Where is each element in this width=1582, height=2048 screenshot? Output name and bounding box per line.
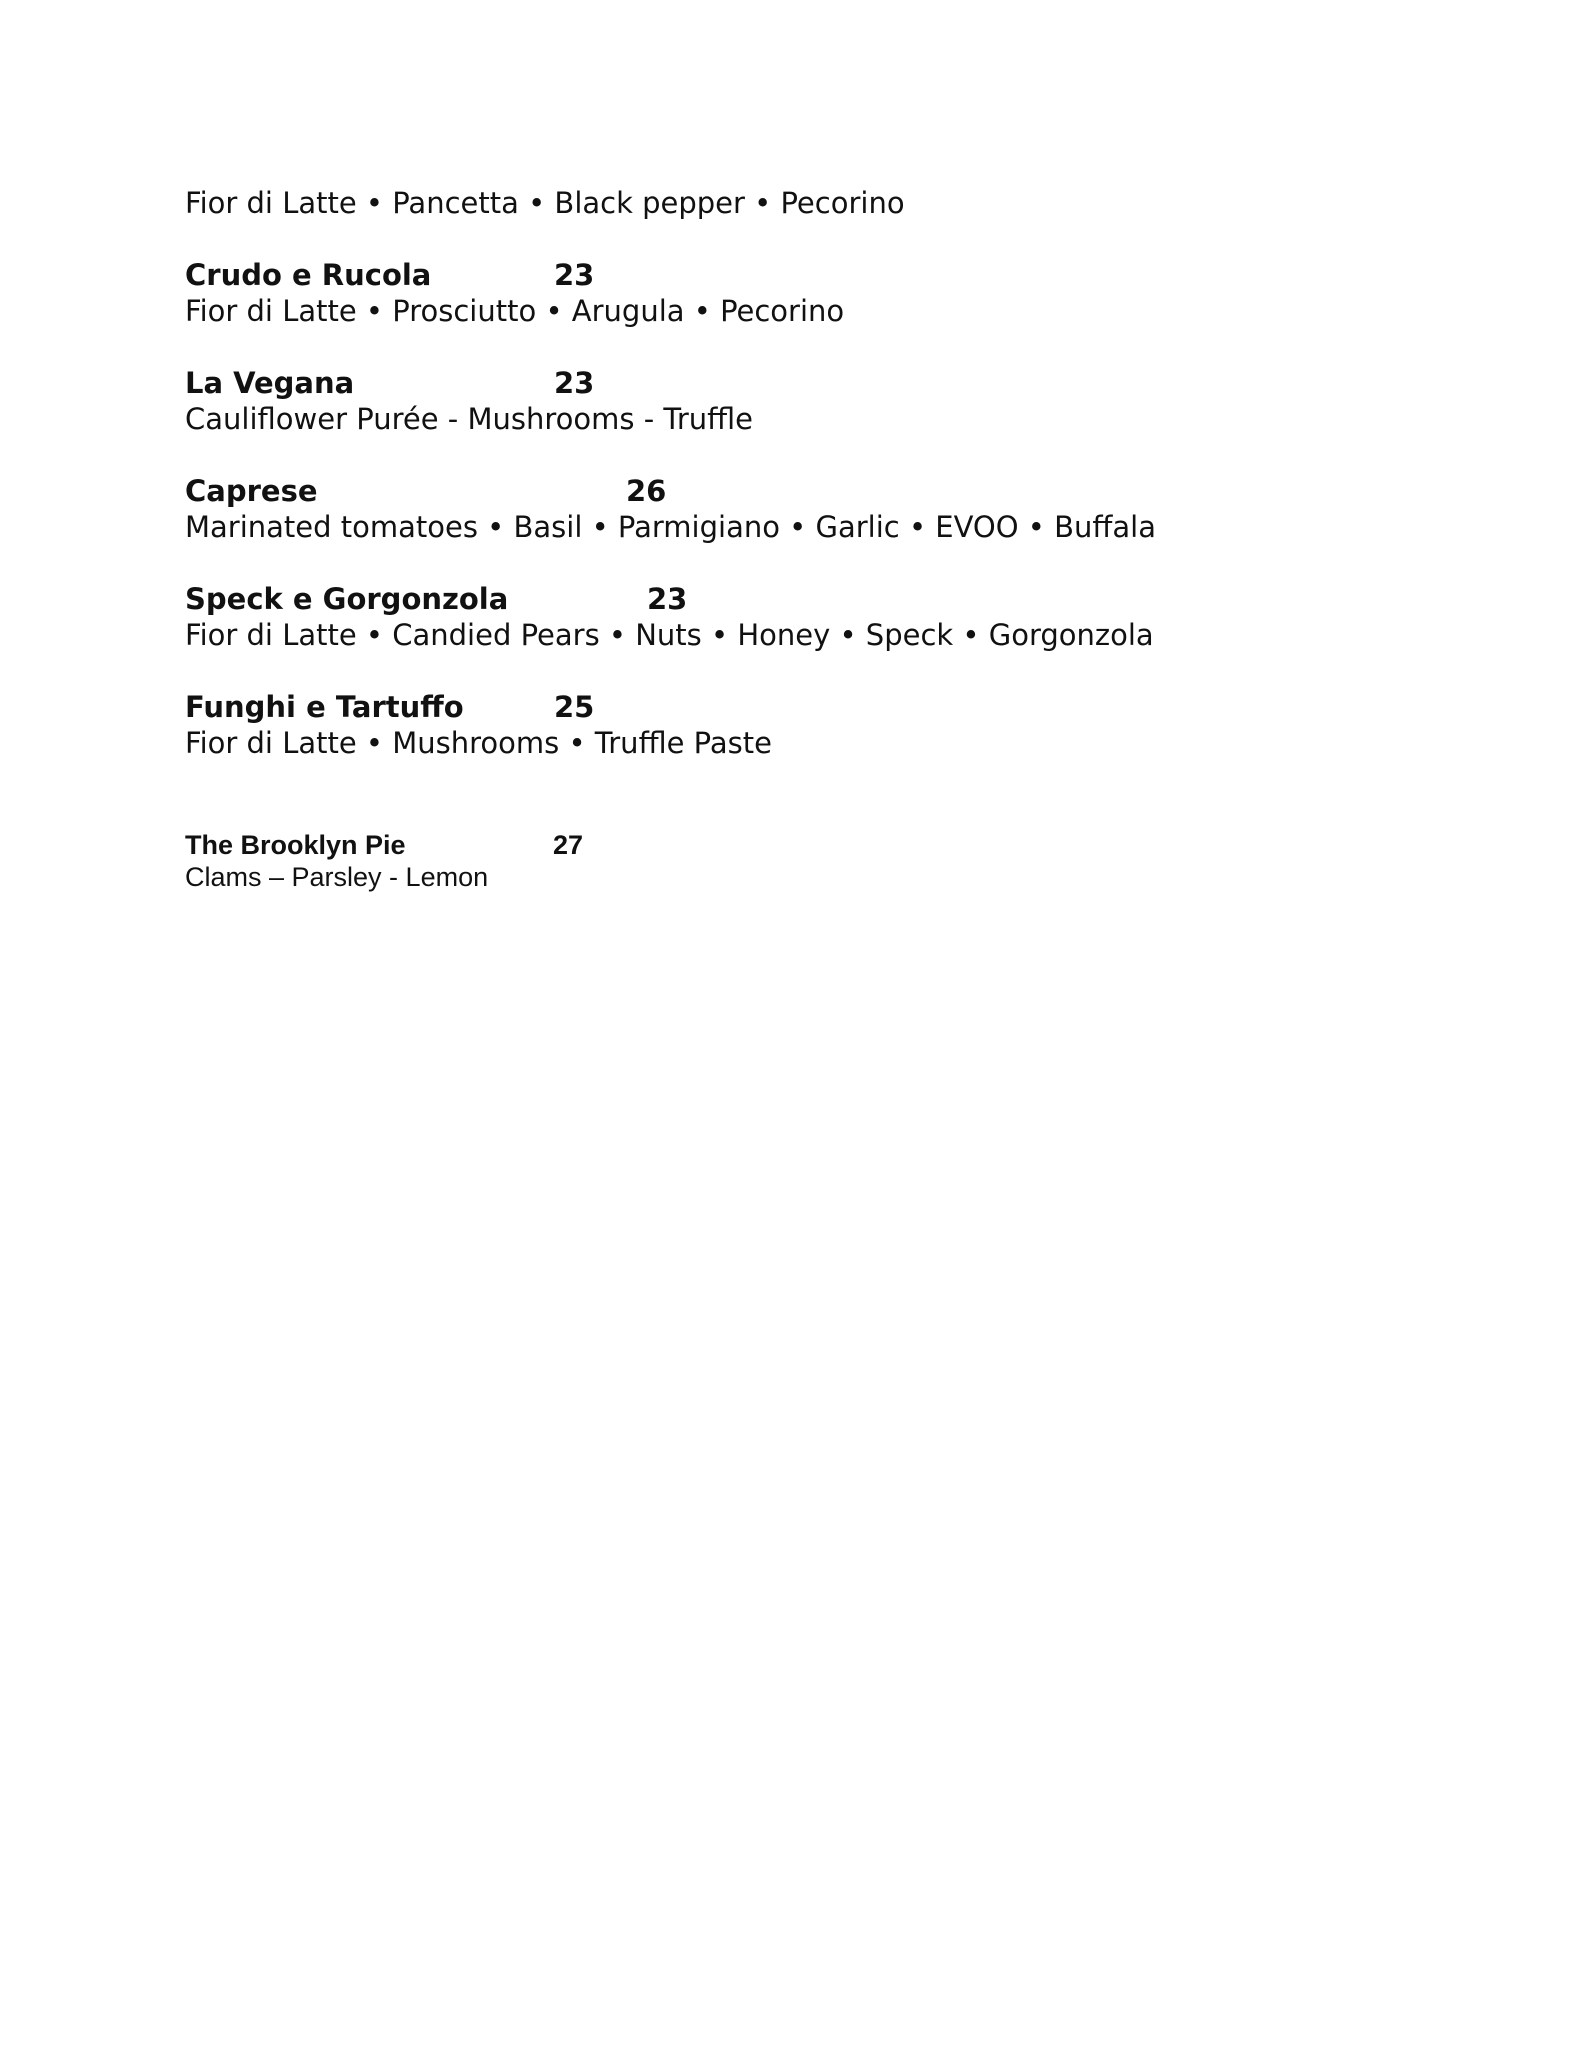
menu-item-description: Marinated tomatoes • Basil • Parmigiano • Garlic • EVOO • Buffala [185,510,1156,544]
menu-item-price: 26 [626,474,667,508]
menu-item-name: Funghi e Tartuffo [185,690,464,724]
menu-item-price: 25 [554,690,595,724]
menu-item-price: 27 [553,830,584,860]
menu-item-name: La Vegana [185,366,355,400]
menu-item-name: Speck e Gorgonzola [185,582,509,616]
menu-item-description: Clams – Parsley - Lemon [185,862,489,892]
menu-item-description: Fior di Latte • Candied Pears • Nuts • Honey • Speck • Gorgonzola [185,618,1154,652]
menu-item-name: Crudo e Rucola [185,258,432,292]
menu-item-description: Fior di Latte • Mushrooms • Truffle Paste [185,726,772,760]
intro-description: Fior di Latte • Pancetta • Black pepper • Pecorino [185,186,905,220]
menu-item-name: The Brooklyn Pie [185,830,406,860]
menu-item-description: Fior di Latte • Prosciutto • Arugula • Pecorino [185,294,845,328]
menu-item-price: 23 [554,366,595,400]
menu-item-price: 23 [647,582,688,616]
menu-item-description: Cauliflower Purée - Mushrooms - Truffle [185,402,754,436]
menu-item-name: Caprese [185,474,318,508]
menu-item-price: 23 [554,258,595,292]
